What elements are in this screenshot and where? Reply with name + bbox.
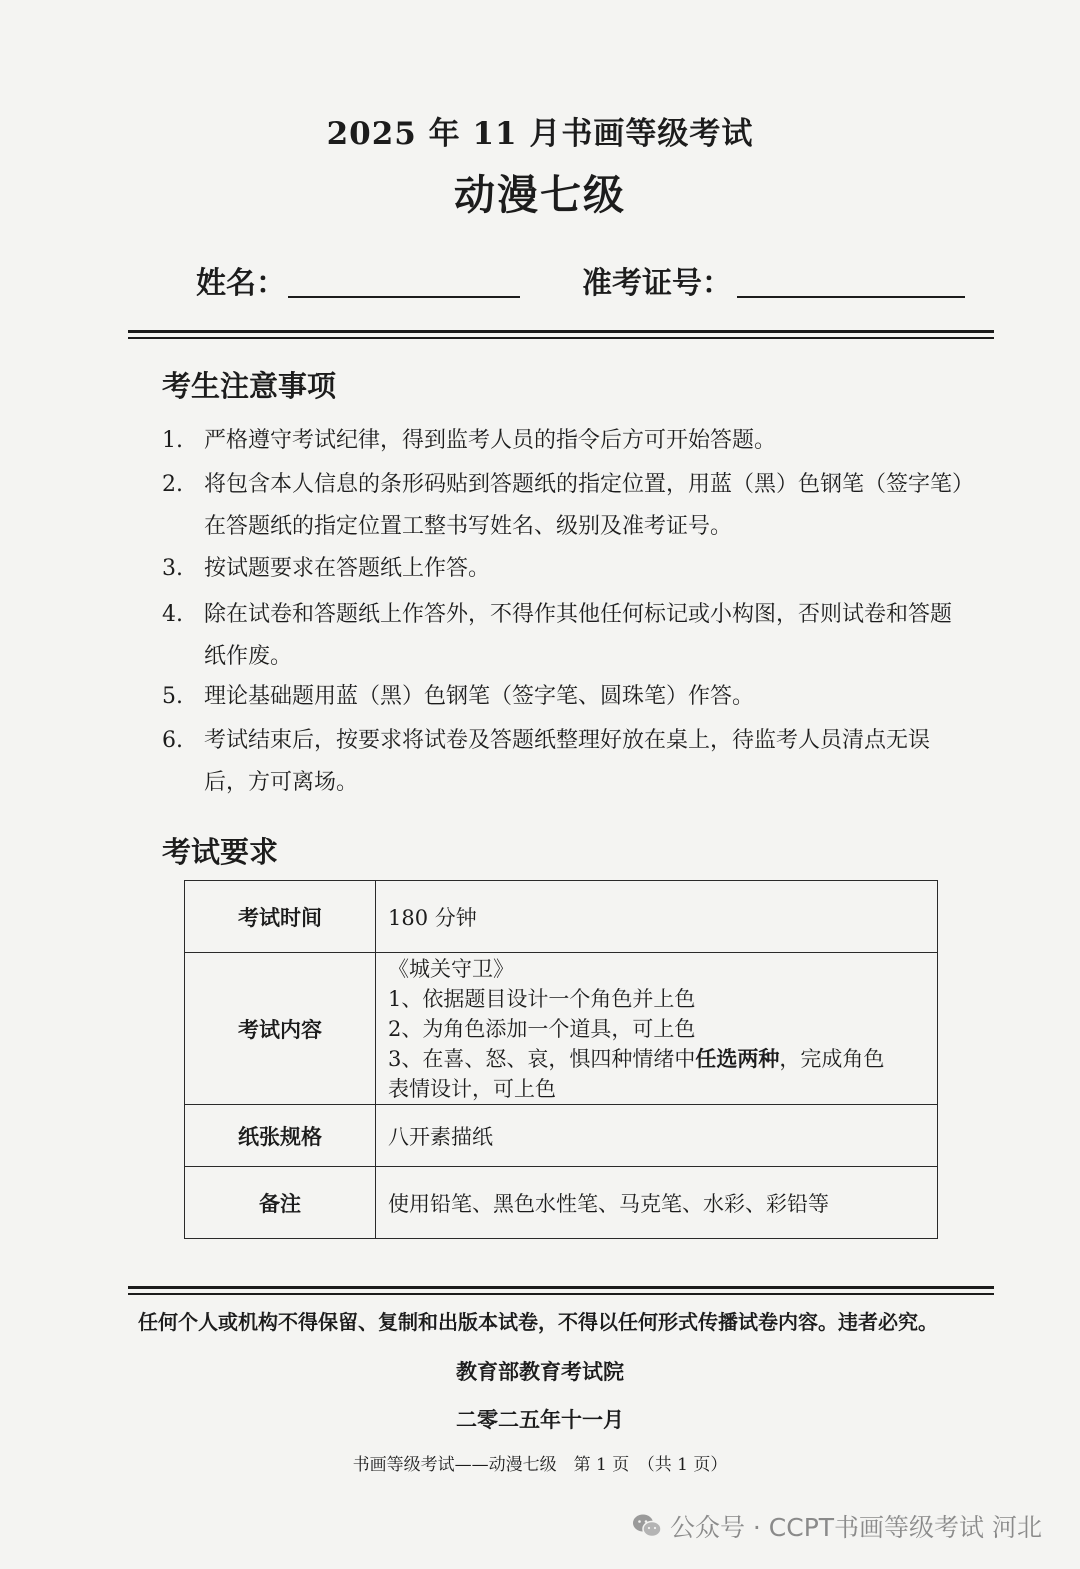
notice-title: 考生注意事项 (162, 369, 337, 403)
notice-item-number: 5. (162, 684, 183, 709)
requirements-title: 考试要求 (162, 835, 279, 869)
ticket-number-field-line (737, 296, 965, 298)
watermark (632, 1508, 1042, 1544)
content-label: 考试内容 (185, 953, 376, 1105)
ticket-number-label: 准考证号： (582, 266, 732, 301)
requirements-table (184, 880, 938, 1239)
notice-item-text: 严格遵守考试纪律，得到监考人员的指令后方可开始答题。 (204, 428, 777, 453)
notice-item-number: 1. (162, 428, 183, 453)
table-row (185, 1167, 938, 1239)
notice-item-number: 2. (162, 472, 183, 497)
wechat-icon (632, 1513, 662, 1539)
table-row (185, 881, 938, 953)
notice-item-number: 3. (162, 556, 183, 581)
notice-item-text: 除在试卷和答题纸上作答外，不得作其他任何标记或小构图，否则试卷和答题纸作废。 (204, 602, 953, 669)
notice-item-text: 按试题要求在答题纸上作答。 (204, 556, 491, 581)
note-label: 备注 (185, 1167, 376, 1239)
note-value: 使用铅笔、黑色水性笔、马克笔、水彩、彩铅等 (376, 1167, 938, 1239)
issue-date: 二零二五年十一月 (456, 1407, 624, 1432)
notice-item-4 (162, 594, 972, 678)
level-title: 动漫七级 (454, 171, 626, 219)
content-line-1: 1、依据题目设计一个角色并上色 (388, 986, 696, 1011)
notice-item-text: 考试结束后，按要求将试卷及答题纸整理好放在桌上，待监考人员清点无误后，方可离场。 (204, 728, 931, 795)
paper-value: 八开素描纸 (376, 1105, 938, 1167)
table-row (185, 1105, 938, 1167)
time-value: 180 分钟 (376, 881, 938, 953)
name-field-line (288, 296, 520, 298)
content-value (376, 953, 938, 1105)
bottom-divider (128, 1286, 994, 1295)
organization: 教育部教育考试院 (456, 1359, 624, 1384)
watermark-text: 公众号 · CCPT书画等级考试 河北 (669, 1513, 1042, 1542)
notice-item-5 (162, 676, 972, 718)
copyright-warning: 任何个人或机构不得保留、复制和出版本试卷，不得以任何形式传播试卷内容。违者必究。 (138, 1310, 938, 1334)
notice-item-number: 6. (162, 728, 183, 753)
page-info: 书画等级考试——动漫七级 第 1 页 （共 1 页） (352, 1455, 728, 1475)
name-label: 姓名： (196, 266, 286, 301)
notice-item-text: 理论基础题用蓝（黑）色钢笔（签字笔、圆珠笔）作答。 (204, 684, 755, 709)
paper-label: 纸张规格 (185, 1105, 376, 1167)
content-line-3-emphasis: 任选两种 (695, 1045, 780, 1071)
top-divider (128, 330, 994, 339)
notice-item-2 (162, 464, 972, 548)
notice-item-number: 4. (162, 602, 183, 627)
notice-item-1 (162, 420, 972, 462)
content-line-3-pre: 3、在喜、怒、哀，惧四种情绪中 (388, 1046, 696, 1071)
content-line-3 (388, 1044, 925, 1074)
content-line-4: 表情设计，可上色 (388, 1076, 556, 1101)
time-label: 考试时间 (185, 881, 376, 953)
notice-item-3 (162, 548, 972, 590)
exam-title: 2025 年 11 月书画等级考试 (326, 116, 754, 152)
notice-item-6 (162, 720, 972, 804)
notice-item-text: 将包含本人信息的条形码贴到答题纸的指定位置，用蓝（黑）色钢笔（签字笔）在答题纸的指定位置工整书写姓名、级别及准考证号。 (204, 472, 964, 539)
content-line-3-post: ，完成角色 (779, 1046, 885, 1071)
content-title: 《城关守卫》 (388, 956, 514, 981)
table-row (185, 953, 938, 1105)
content-line-2: 2、为角色添加一个道具，可上色 (388, 1016, 696, 1041)
